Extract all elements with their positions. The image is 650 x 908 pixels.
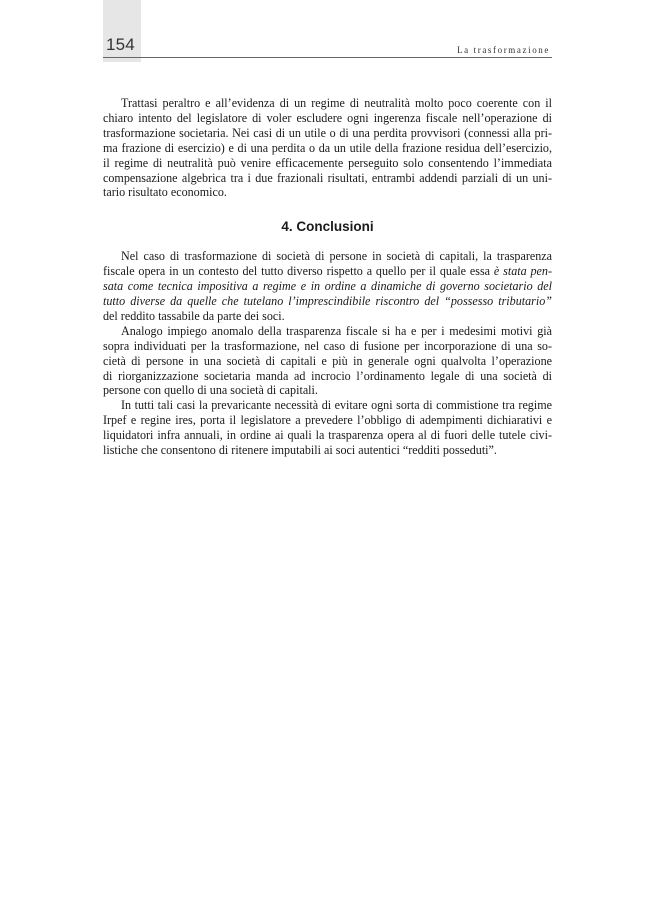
text-line [103,264,552,279]
text-line: sopra individuati per la trasformazione, nel caso di fusione per incorporazione di una so- [103,338,552,353]
section-heading: 4. Conclusioni [281,219,374,235]
text-line: In tutti tali casi la prevaricante necessità di evitare ogni sorta di commistione tra regime [121,398,552,413]
text-line: chiaro intento del legislatore di voler escludere ogni ingerenza fiscale nell’operazione di [103,110,552,125]
text-line: trasformazione societaria. Nei casi di un utile o di una perdita provvisori (connessi alla pri- [103,125,552,140]
text-line: tario risultato economico. [103,185,227,200]
text-line: listiche che consentono di ritenere imputabili ai soci autentici “redditi posseduti”. [103,443,497,458]
text-line: compensazione algebrica tra i due frazionali risultati, entrambi addendi parziali di un uni- [103,170,552,185]
paragraph-2 [103,249,552,324]
italic-run: tutto diverse da quelle che tutelano l’imprescindibile riscontro del “possesso tributario” [103,293,552,308]
text-line [103,294,552,309]
text-line: il regime di neutralità può venire efficacemente perseguito solo consentendo l’immediata [103,155,552,170]
text-line: ma frazione di esercizio) e di una perdita o da un utile della frazione residua dell’esercizio, [103,140,552,155]
text-line [103,279,552,294]
text-line: Irpef e regine ires, porta il legislatore a prevedere l’obbligo di adempimenti dichiarativi e [103,413,552,428]
page-number: 154 [106,35,135,54]
text-line: Nel caso di trasformazione di società di persone in società di capitali, la trasparenza [121,249,552,264]
running-title: La trasformazione [457,45,550,55]
header-rule [103,57,552,58]
body-text [103,96,552,458]
text-line: Trattasi peraltro e all’evidenza di un regime di neutralità molto poco coerente con il [121,96,552,110]
text-line: cietà di persone in una società di capitali e più in generale ogni qualvolta l’operazione [103,353,552,368]
italic-run: è stata pen- [493,264,552,279]
paragraph-4 [103,398,552,458]
text-line: di riorganizzazione societaria manda ad incrocio l’ordinamento legale di una società di [103,368,552,383]
text-line: Analogo impiego anomalo della trasparenza fiscale si ha e per i medesimi motivi già [121,323,552,338]
italic-run: sata come tecnica impositiva a regime e in ordine a dinamiche di governo societario del [103,279,552,294]
text-line: persone con quello di una società di capitali. [103,383,318,398]
text-line: liquidatori infra annuali, in ordine ai quali la trasparenza opera al di fuori delle tutele civi- [103,428,552,443]
text-run: fiscale opera in un contesto del tutto diverso rispetto a quello per il quale essa [103,264,494,279]
text-line: del reddito tassabile da parte dei soci. [103,308,285,323]
paragraph-1 [103,96,552,200]
paragraph-3 [103,324,552,399]
